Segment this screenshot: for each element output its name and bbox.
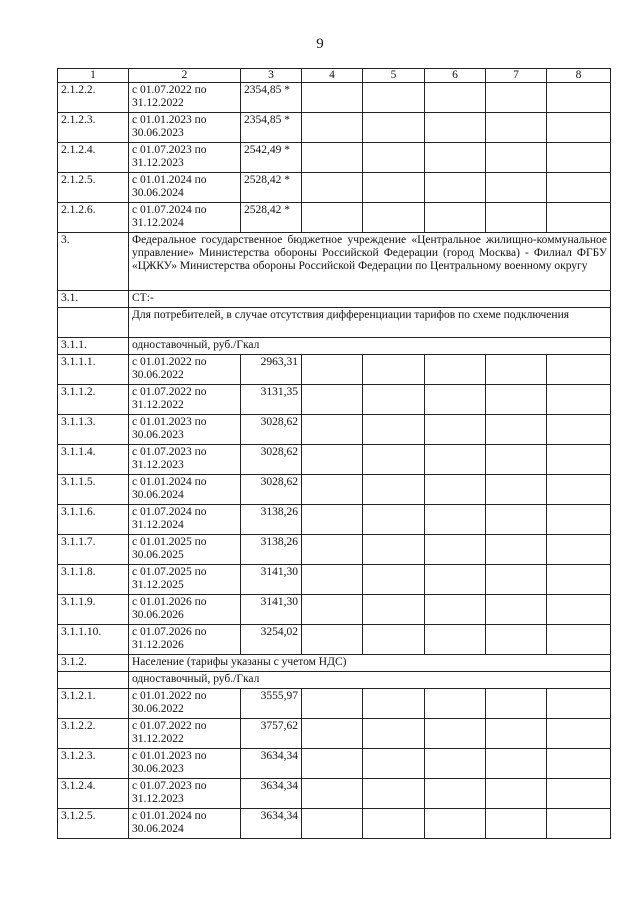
row-number: 3.1.1.8. [58, 565, 129, 595]
row-number: 3.1. [58, 291, 129, 308]
empty-cell [547, 535, 611, 565]
empty-cell [547, 445, 611, 475]
tariff-row [58, 385, 611, 415]
tariff-value: 3138,26 [241, 505, 302, 535]
tariff-value: 3634,34 [241, 809, 302, 839]
row-number: 3.1.2. [58, 655, 129, 672]
empty-cell [486, 749, 547, 779]
empty-cell [302, 445, 363, 475]
tariff-value: 3254,02 [241, 625, 302, 655]
tariff-value: 3028,62 [241, 415, 302, 445]
tariff-value: 3141,30 [241, 565, 302, 595]
empty-cell [302, 113, 363, 143]
empty-cell [363, 143, 425, 173]
period-cell: с 01.01.2023 по 30.06.2023 [129, 415, 241, 445]
empty-cell [425, 689, 486, 719]
empty-cell [425, 355, 486, 385]
column-header: 4 [302, 69, 363, 83]
tariff-row [58, 445, 611, 475]
empty-cell [486, 83, 547, 113]
tariff-value: 2963,31 [241, 355, 302, 385]
consumers-label: Для потребителей, в случае отсутствия дифференциации тарифов по схеме подключения [129, 308, 611, 338]
empty-cell [547, 385, 611, 415]
empty-cell [547, 595, 611, 625]
empty-cell [547, 173, 611, 203]
empty-cell [425, 809, 486, 839]
period-cell: с 01.01.2025 по 30.06.2025 [129, 535, 241, 565]
empty-cell [425, 535, 486, 565]
empty-cell [486, 113, 547, 143]
empty-cell [302, 689, 363, 719]
tariff-row [58, 535, 611, 565]
empty-cell [425, 173, 486, 203]
empty-cell [302, 385, 363, 415]
empty-cell [302, 173, 363, 203]
empty-cell [363, 203, 425, 233]
empty-cell [363, 809, 425, 839]
empty-cell [363, 505, 425, 535]
empty-cell [425, 779, 486, 809]
tariff-value: 3634,34 [241, 779, 302, 809]
row-number: 2.1.2.3. [58, 113, 129, 143]
empty-cell [363, 719, 425, 749]
page-number: 9 [316, 36, 324, 52]
empty-cell [547, 689, 611, 719]
empty-cell [425, 595, 486, 625]
empty-cell [547, 565, 611, 595]
empty-cell [547, 719, 611, 749]
period-cell: с 01.07.2025 по 31.12.2025 [129, 565, 241, 595]
empty-cell [425, 565, 486, 595]
tariff-row [58, 143, 611, 173]
row-number: 3.1.1.10. [58, 625, 129, 655]
empty-cell [547, 355, 611, 385]
empty-cell [302, 535, 363, 565]
tariff-table [57, 68, 611, 839]
tariff-value: 2542,49 * [241, 143, 302, 173]
tariff-row [58, 749, 611, 779]
period-cell: с 01.01.2022 по 30.06.2022 [129, 355, 241, 385]
st-row [58, 291, 611, 308]
empty-cell [363, 625, 425, 655]
tariff-value: 3138,26 [241, 535, 302, 565]
row-number: 3.1.1.2. [58, 385, 129, 415]
single-rate-label: одноставочный, руб./Гкал [129, 672, 611, 689]
row-number: 3.1.1.9. [58, 595, 129, 625]
empty-cell [58, 308, 129, 338]
empty-cell [486, 689, 547, 719]
empty-cell [302, 565, 363, 595]
tariff-row [58, 809, 611, 839]
row-number: 3.1.1.6. [58, 505, 129, 535]
empty-cell [425, 445, 486, 475]
empty-cell [425, 113, 486, 143]
empty-cell [363, 475, 425, 505]
period-cell: с 01.07.2022 по 31.12.2022 [129, 719, 241, 749]
period-cell: с 01.07.2022 по 31.12.2022 [129, 385, 241, 415]
empty-cell [486, 143, 547, 173]
period-cell: с 01.07.2026 по 31.12.2026 [129, 625, 241, 655]
row-number: 3.1.2.1. [58, 689, 129, 719]
empty-cell [302, 505, 363, 535]
empty-cell [363, 749, 425, 779]
empty-cell [547, 143, 611, 173]
empty-cell [486, 173, 547, 203]
column-header: 3 [241, 69, 302, 83]
column-header: 8 [547, 69, 611, 83]
empty-cell [547, 475, 611, 505]
empty-cell [425, 749, 486, 779]
empty-cell [486, 415, 547, 445]
empty-cell [302, 749, 363, 779]
tariff-row [58, 475, 611, 505]
row-number: 2.1.2.2. [58, 83, 129, 113]
period-cell: с 01.01.2026 по 30.06.2026 [129, 595, 241, 625]
empty-cell [547, 83, 611, 113]
tariff-row [58, 173, 611, 203]
empty-cell [425, 719, 486, 749]
period-cell: с 01.07.2024 по 31.12.2024 [129, 505, 241, 535]
tariff-value: 2354,85 * [241, 83, 302, 113]
empty-cell [363, 385, 425, 415]
empty-cell [302, 203, 363, 233]
tariff-row [58, 415, 611, 445]
empty-cell [302, 143, 363, 173]
tariff-row [58, 565, 611, 595]
empty-cell [425, 415, 486, 445]
header-row [58, 69, 611, 83]
tariff-row [58, 113, 611, 143]
empty-cell [486, 595, 547, 625]
empty-cell [486, 625, 547, 655]
empty-cell [302, 779, 363, 809]
period-cell: с 01.07.2023 по 31.12.2023 [129, 779, 241, 809]
column-header: 5 [363, 69, 425, 83]
empty-cell [486, 565, 547, 595]
empty-cell [547, 415, 611, 445]
tariff-row [58, 625, 611, 655]
empty-cell [363, 689, 425, 719]
tariff-row [58, 779, 611, 809]
period-cell: с 01.07.2023 по 31.12.2023 [129, 445, 241, 475]
empty-cell [547, 203, 611, 233]
empty-cell [547, 505, 611, 535]
empty-cell [547, 113, 611, 143]
empty-cell [363, 355, 425, 385]
empty-cell [302, 475, 363, 505]
period-cell: с 01.01.2023 по 30.06.2023 [129, 749, 241, 779]
tariff-value: 3131,35 [241, 385, 302, 415]
empty-cell [363, 113, 425, 143]
empty-cell [425, 505, 486, 535]
tariff-value: 3141,30 [241, 595, 302, 625]
tariff-row [58, 203, 611, 233]
empty-cell [425, 385, 486, 415]
period-cell: с 01.01.2024 по 30.06.2024 [129, 809, 241, 839]
empty-cell [302, 625, 363, 655]
tariff-value: 2528,42 * [241, 203, 302, 233]
organization-row [58, 233, 611, 291]
empty-cell [425, 143, 486, 173]
tariff-row [58, 355, 611, 385]
tariff-row [58, 83, 611, 113]
row-number: 3.1.2.4. [58, 779, 129, 809]
row-number: 3.1.1.1. [58, 355, 129, 385]
empty-cell [486, 779, 547, 809]
row-number: 3.1.1.4. [58, 445, 129, 475]
period-cell: с 01.07.2023 по 31.12.2023 [129, 143, 241, 173]
period-cell: с 01.07.2022 по 31.12.2022 [129, 83, 241, 113]
period-cell: с 01.07.2024 по 31.12.2024 [129, 203, 241, 233]
subsection-label: одноставочный, руб./Гкал [129, 338, 611, 355]
empty-cell [425, 625, 486, 655]
period-cell: с 01.01.2024 по 30.06.2024 [129, 173, 241, 203]
empty-cell [486, 445, 547, 475]
column-header: 7 [486, 69, 547, 83]
empty-cell [486, 535, 547, 565]
empty-cell [363, 445, 425, 475]
st-label: СТ:- [129, 291, 611, 308]
period-cell: с 01.01.2023 по 30.06.2023 [129, 113, 241, 143]
column-header: 1 [58, 69, 129, 83]
empty-cell [302, 415, 363, 445]
empty-cell [363, 415, 425, 445]
tariff-row [58, 719, 611, 749]
subsection-row [58, 338, 611, 355]
empty-cell [302, 719, 363, 749]
empty-cell [547, 625, 611, 655]
row-number: 3. [58, 233, 129, 291]
empty-cell [486, 505, 547, 535]
row-number: 3.1.1. [58, 338, 129, 355]
tariff-value: 3555,97 [241, 689, 302, 719]
row-number: 2.1.2.6. [58, 203, 129, 233]
row-number: 2.1.2.4. [58, 143, 129, 173]
empty-cell [363, 173, 425, 203]
tariff-row [58, 689, 611, 719]
empty-cell [425, 203, 486, 233]
row-number: 3.1.2.2. [58, 719, 129, 749]
single-rate-row [58, 672, 611, 689]
empty-cell [486, 355, 547, 385]
population-label: Население (тарифы указаны с учетом НДС) [129, 655, 611, 672]
empty-cell [363, 535, 425, 565]
tariff-value: 3634,34 [241, 749, 302, 779]
period-cell: с 01.01.2022 по 30.06.2022 [129, 689, 241, 719]
empty-cell [425, 83, 486, 113]
consumers-row [58, 308, 611, 338]
empty-cell [486, 203, 547, 233]
empty-cell [547, 809, 611, 839]
tariff-value: 3757,62 [241, 719, 302, 749]
empty-cell [486, 385, 547, 415]
empty-cell [302, 595, 363, 625]
row-number: 3.1.2.5. [58, 809, 129, 839]
population-row [58, 655, 611, 672]
empty-cell [425, 475, 486, 505]
empty-cell [302, 809, 363, 839]
row-number: 3.1.1.3. [58, 415, 129, 445]
empty-cell [547, 779, 611, 809]
empty-cell [486, 809, 547, 839]
tariff-row [58, 595, 611, 625]
period-cell: с 01.01.2024 по 30.06.2024 [129, 475, 241, 505]
row-number: 3.1.2.3. [58, 749, 129, 779]
tariff-value: 3028,62 [241, 475, 302, 505]
empty-cell [363, 83, 425, 113]
empty-cell [363, 565, 425, 595]
tariff-row [58, 505, 611, 535]
column-header: 6 [425, 69, 486, 83]
empty-cell [302, 355, 363, 385]
organization-name: Федеральное государственное бюджетное учреждение «Центральное жилищно-коммунальное управление» Министерства обороны Российской Федерации (город Москва) - Филиал ФГБУ «ЦЖКУ» Министерства обороны Российской Федерации по Центральному военному округу [129, 233, 611, 291]
tariff-value: 3028,62 [241, 445, 302, 475]
empty-cell [58, 672, 129, 689]
row-number: 3.1.1.7. [58, 535, 129, 565]
empty-cell [363, 595, 425, 625]
row-number: 3.1.1.5. [58, 475, 129, 505]
tariff-value: 2528,42 * [241, 173, 302, 203]
column-header: 2 [129, 69, 241, 83]
empty-cell [486, 475, 547, 505]
empty-cell [486, 719, 547, 749]
empty-cell [363, 779, 425, 809]
empty-cell [547, 749, 611, 779]
tariff-value: 2354,85 * [241, 113, 302, 143]
empty-cell [302, 83, 363, 113]
row-number: 2.1.2.5. [58, 173, 129, 203]
